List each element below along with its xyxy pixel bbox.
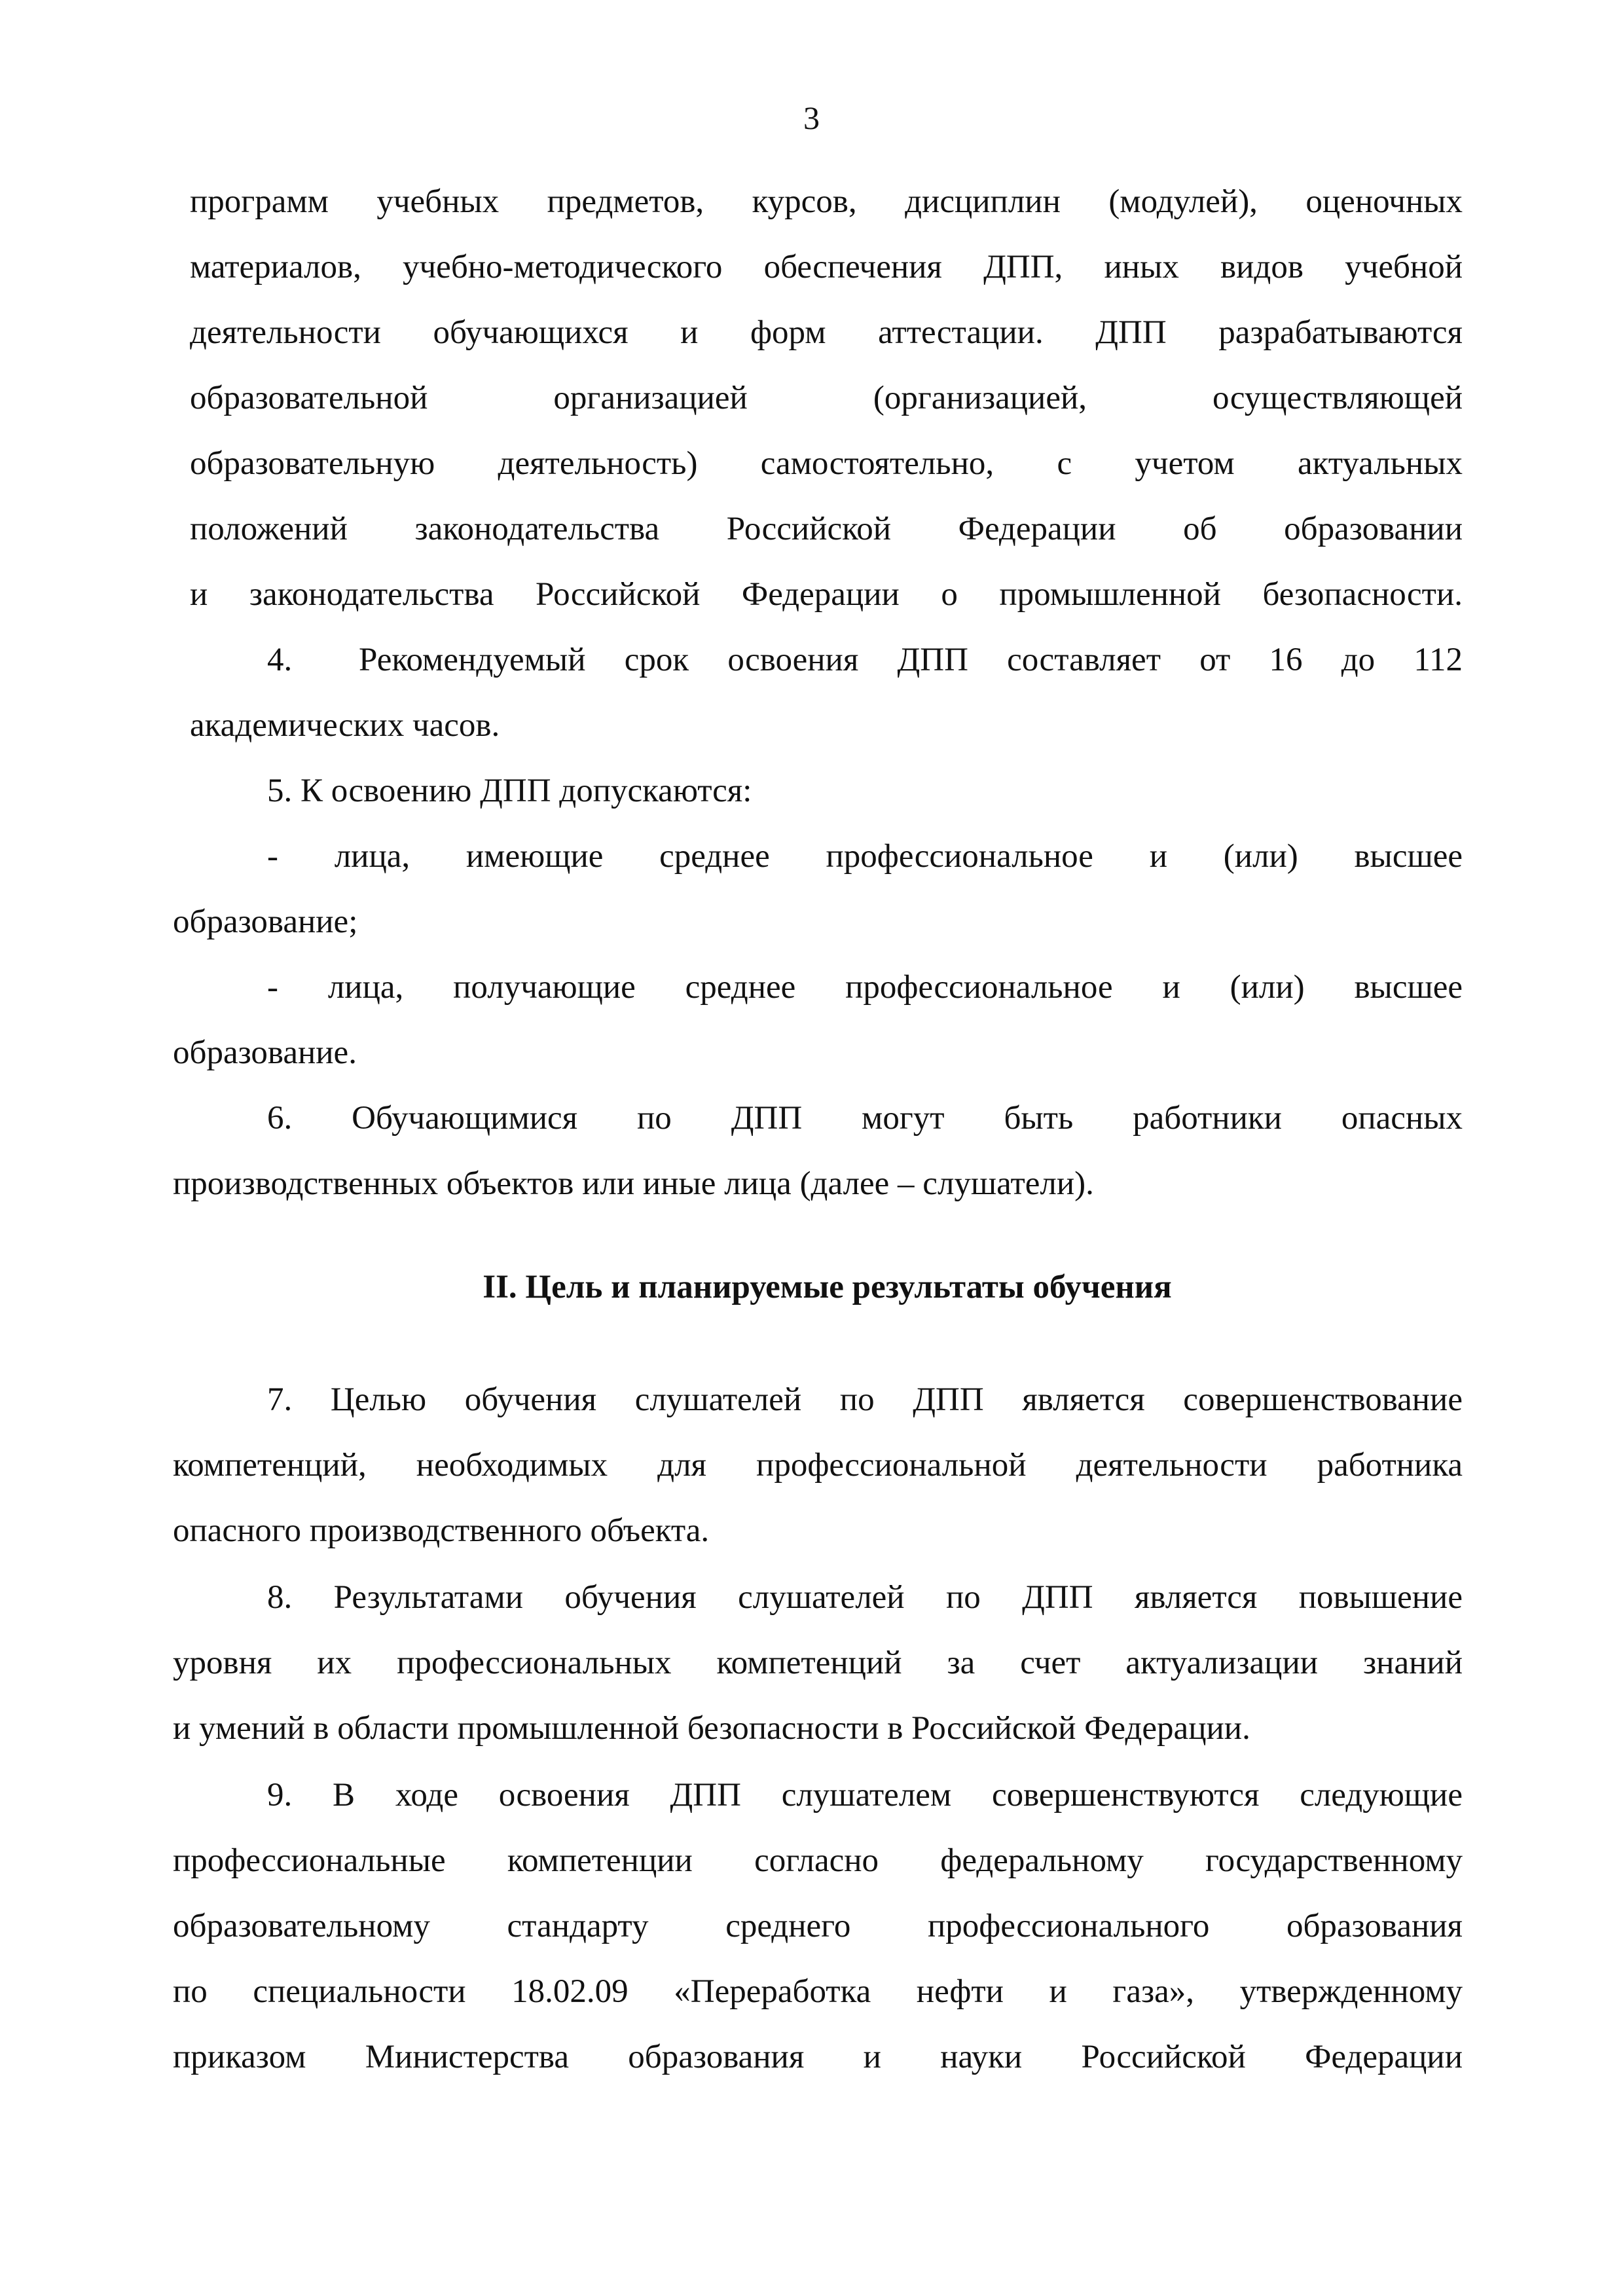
section-heading: II. Цель и планируемые результаты обучения xyxy=(483,1269,1172,1305)
text-line: образование; xyxy=(173,903,358,940)
text-line: 5. К освоению ДПП допускаются: xyxy=(267,773,752,809)
text-line: - лица, имеющие среднее профессиональное и (или) высшее xyxy=(267,838,1463,875)
page-number: 3 xyxy=(803,100,820,136)
item-9 xyxy=(173,1762,1463,2090)
text-line: профессиональные компетенции согласно федеральному государственному xyxy=(173,1842,1463,1879)
text-line: опасного производственного объекта. xyxy=(173,1512,710,1549)
text-line xyxy=(190,627,1463,693)
item-4-text: Рекомендуемый срок освоения ДПП составляет от 16 до 112 xyxy=(359,642,1463,678)
text-line: материалов, учебно-методического обеспечения ДПП, иных видов учебной xyxy=(190,249,1463,285)
text-line: 9. В ходе освоения ДПП слушателем совершенствуются следующие xyxy=(267,1777,1463,1813)
text-line: 6. Обучающимися по ДПП могут быть работники опасных xyxy=(267,1100,1463,1137)
item-4-number: 4. xyxy=(267,642,293,678)
text-line: образование. xyxy=(173,1034,357,1071)
text-line: - лица, получающие среднее профессиональное и (или) высшее xyxy=(267,969,1463,1006)
text-line: и умений в области промышленной безопасности в Российской Федерации. xyxy=(173,1710,1250,1747)
text-line: приказом Министерства образования и науки Российской Федерации xyxy=(173,2039,1463,2075)
text-line: образовательную деятельность) самостоятельно, с учетом актуальных xyxy=(190,445,1463,482)
text-line: образовательному стандарту среднего профессионального образования xyxy=(173,1908,1463,1944)
bullet-item xyxy=(173,955,1463,1085)
item-7 xyxy=(173,1367,1463,1563)
item-4 xyxy=(190,627,1463,758)
text-line: программ учебных предметов, курсов, дисциплин (модулей), оценочных xyxy=(190,183,1463,220)
paragraph-dpp-development xyxy=(190,169,1463,627)
text-line: образовательной организацией (организацией, осуществляющей xyxy=(190,380,1463,416)
item-8 xyxy=(173,1565,1463,1761)
text-line: деятельности обучающихся и форм аттестации. ДПП разрабатываются xyxy=(190,314,1463,351)
text-line: академических часов. xyxy=(190,707,500,744)
item-6 xyxy=(173,1085,1463,1216)
text-line: 7. Целью обучения слушателей по ДПП является совершенствование xyxy=(267,1381,1463,1418)
text-line: компетенций, необходимых для профессиональной деятельности работника xyxy=(173,1447,1463,1484)
bullet-item xyxy=(173,824,1463,955)
text-line: по специальности 18.02.09 «Переработка нефти и газа», утвержденному xyxy=(173,1973,1463,2010)
item-5 xyxy=(267,758,1463,824)
text-line: положений законодательства Российской Федерации об образовании xyxy=(190,511,1463,547)
text-line: 8. Результатами обучения слушателей по ДПП является повышение xyxy=(267,1579,1463,1616)
text-line: и законодательства Российской Федерации о промышленной безопасности. xyxy=(190,576,1463,613)
text-line: производственных объектов или иные лица (далее – слушатели). xyxy=(173,1165,1094,1202)
text-line: уровня их профессиональных компетенций за счет актуализации знаний xyxy=(173,1645,1463,1681)
